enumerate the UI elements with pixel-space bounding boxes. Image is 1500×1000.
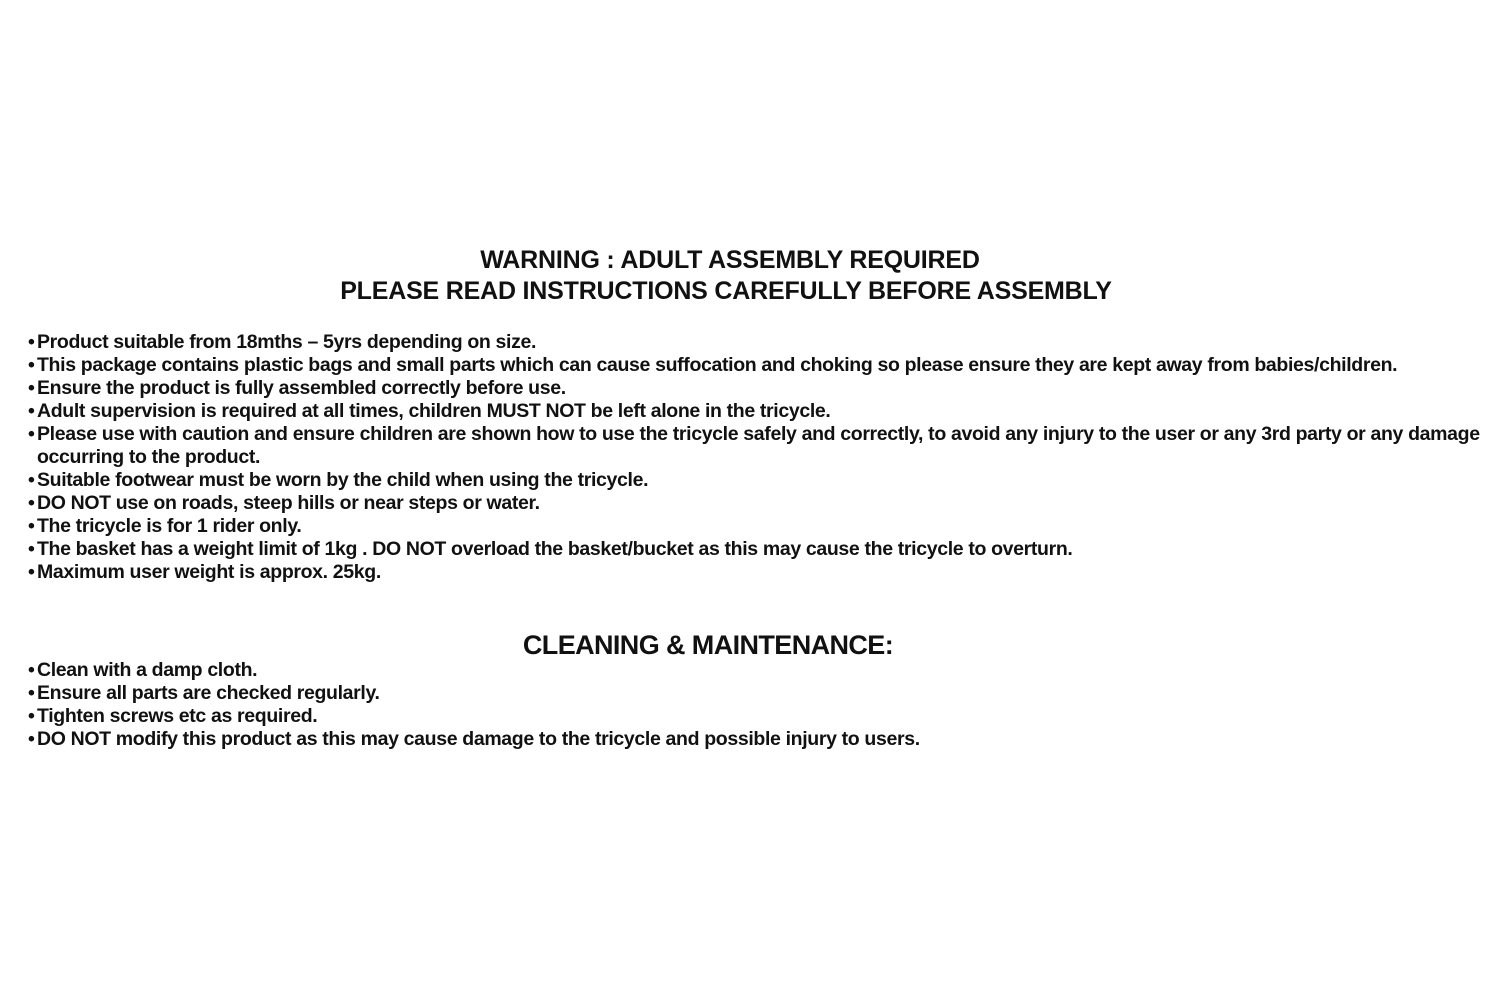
warning-text: The basket has a weight limit of 1kg . DO NOT overload the basket/bucket as this may cause the tricycle to overturn.: [37, 538, 1073, 560]
warning-item: [28, 400, 1488, 423]
maintenance-text: Ensure all parts are checked regularly.: [37, 682, 380, 704]
maintenance-item: [28, 728, 1128, 751]
warning-text: Adult supervision is required at all times, children MUST NOT be left alone in the tricycle.: [37, 400, 831, 422]
bullet-icon: •: [28, 728, 35, 750]
bullet-icon: •: [28, 331, 35, 353]
bullet-icon: •: [28, 492, 35, 514]
bullet-icon: •: [28, 561, 35, 583]
warning-item: [28, 492, 1488, 515]
warning-list: [28, 331, 1488, 584]
bullet-icon: •: [28, 469, 35, 491]
warning-text: DO NOT use on roads, steep hills or near steps or water.: [37, 492, 540, 514]
warning-text: The tricycle is for 1 rider only.: [37, 515, 302, 537]
warning-heading: WARNING : ADULT ASSEMBLY REQUIRED: [480, 246, 980, 274]
maintenance-text: DO NOT modify this product as this may cause damage to the tricycle and possible injury to users.: [37, 728, 920, 750]
bullet-icon: •: [28, 515, 35, 537]
read-instructions-heading: PLEASE READ INSTRUCTIONS CAREFULLY BEFORE ASSEMBLY: [340, 277, 1112, 305]
maintenance-item: [28, 705, 1128, 728]
warning-item: [28, 515, 1488, 538]
bullet-icon: •: [28, 354, 35, 376]
warning-text: Ensure the product is fully assembled correctly before use.: [37, 377, 566, 399]
maintenance-item: [28, 682, 1128, 705]
warning-text: Maximum user weight is approx. 25kg.: [37, 561, 381, 583]
bullet-icon: •: [28, 705, 35, 727]
warning-text: Suitable footwear must be worn by the child when using the tricycle.: [37, 469, 649, 491]
warning-item: [28, 377, 1488, 400]
bullet-icon: •: [28, 659, 35, 681]
warning-item: [28, 469, 1488, 492]
maintenance-item: [28, 659, 1128, 682]
bullet-icon: •: [28, 400, 35, 422]
warning-item: [28, 354, 1488, 377]
warning-item: [28, 561, 1488, 584]
maintenance-heading: CLEANING & MAINTENANCE:: [522, 630, 894, 660]
warning-text: Product suitable from 18mths – 5yrs depending on size.: [37, 331, 537, 353]
warning-item: [28, 538, 1488, 561]
bullet-icon: •: [28, 682, 35, 704]
maintenance-list: [28, 659, 1128, 751]
maintenance-text: Tighten screws etc as required.: [37, 705, 318, 727]
warning-item: [28, 331, 1488, 354]
warning-item: [28, 423, 1488, 469]
warning-text: This package contains plastic bags and small parts which can cause suffocation and choking so please ensure they are kept away from babies/children.: [37, 354, 1398, 376]
bullet-icon: •: [28, 538, 35, 560]
bullet-icon: •: [28, 377, 35, 399]
bullet-icon: •: [28, 423, 35, 445]
warning-text: Please use with caution and ensure children are shown how to use the tricycle safely and correctly, to avoid any injury to the user or any 3rd party or any damage occurring to the product.: [37, 423, 1480, 468]
maintenance-text: Clean with a damp cloth.: [37, 659, 258, 681]
